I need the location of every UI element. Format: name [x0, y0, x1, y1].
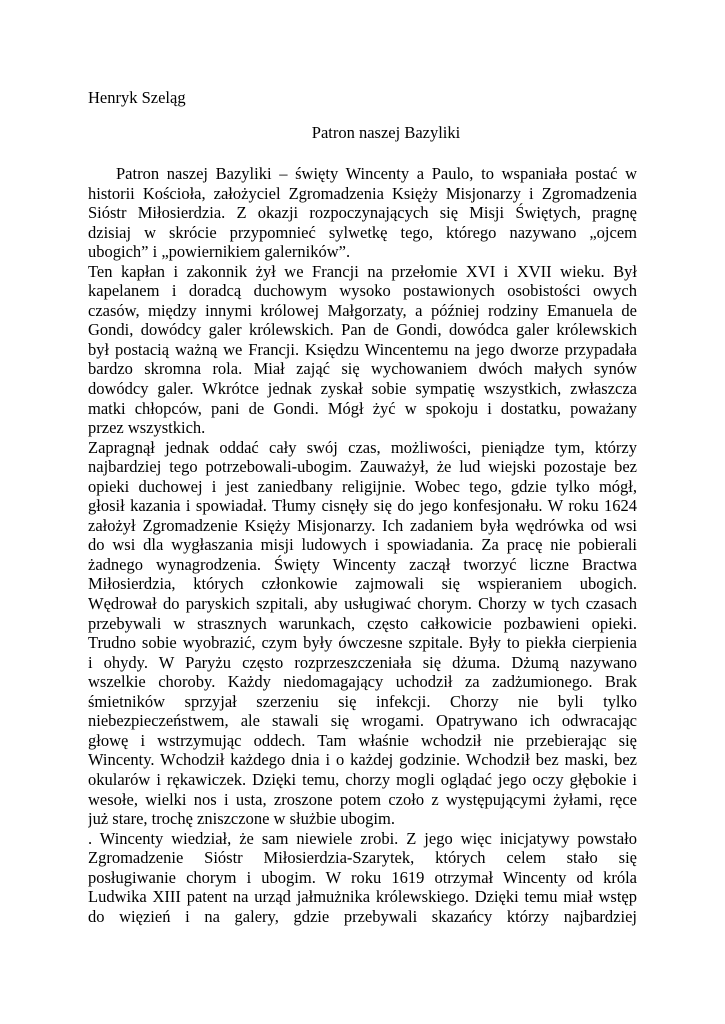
text-line: opieki duchowej i jest zaniedbany religijnie. Wobec tego, gdzie tylko mógł,	[88, 476, 637, 496]
text-line: Ludwika XIII patent na urząd jałmużnika królewskiego. Dzięki temu miał wstęp	[88, 887, 637, 907]
text-line: niebezpieczeństwem, ale stawali się wrogami. Opatrywano ich odwracając	[88, 711, 637, 731]
text-line: Patron naszej Bazyliki – święty Wincenty a Paulo, to wspaniała postać w	[116, 164, 637, 183]
text-line: wesołe, wielki nos i usta, zroszone potem czoło z występującymi żyłami, ręce	[88, 789, 637, 809]
text-line: historii Kościoła, założyciel Zgromadzenia Księży Misjonarzy i Zgromadzenia	[88, 183, 637, 203]
text-line: najbardziej tego potrzebowali-ubogim. Zauważył, że lud wiejski pozostaje bez	[88, 457, 637, 477]
text-line: do wsi dla wygłaszania misji ludowych i spowiadania. Za pracę nie pobierali	[88, 535, 637, 555]
text-line: Zapragnął jednak oddać cały swój czas, możliwości, pieniądze tym, którzy	[88, 437, 637, 457]
text-line: . Wincenty wiedział, że sam niewiele zrobi. Z jego więc inicjatywy powstało	[88, 828, 637, 848]
text-line: ubogich” i „powiernikiem galerników”.	[88, 242, 351, 262]
text-line: Wincenty. Wchodził każdego dnia i o każdej godzinie. Wchodził bez maski, bez	[88, 750, 637, 770]
text-line: matki chłopców, pani de Gondi. Mógł żyć w spokoju i dostatku, poważany	[88, 398, 637, 418]
author-name: Henryk Szeląg	[88, 88, 186, 107]
text-line: dzisiaj w skrócie przypomnieć sylwetkę tego, którego nazywano „ojcem	[88, 222, 637, 242]
text-line: do więzień i na galery, gdzie przebywali skazańcy którzy najbardziej	[88, 906, 637, 926]
text-line: założył Zgromadzenie Księży Misjonarzy. Ich zadaniem była wędrówka od wsi	[88, 515, 637, 535]
text-line: Ten kapłan i zakonnik żył we Francji na przełomie XVI i XVII wieku. Był	[88, 261, 637, 281]
text-line: i ohydy. W Paryżu często rozprzeszczeniała się dżuma. Dżumą nazywano	[88, 652, 637, 672]
text-line: bardzo skromna rola. Miał zająć się wychowaniem dwóch małych synów	[88, 359, 637, 379]
text-line: posługiwanie chorym i ubogim. W roku 1619 otrzymał Wincenty od króla	[88, 867, 637, 887]
text-line: dowódcy galer. Wkrótce jednak zyskał sobie sympatię wszystkich, zwłaszcza	[88, 379, 637, 399]
text-line: Wędrował do paryskich szpitali, aby usługiwać chorym. Chorzy w tych czasach	[88, 594, 637, 614]
text-line: Zgromadzenie Sióstr Miłosierdzia-Szarytek, których celem stało się	[88, 848, 637, 868]
text-line: Miłosierdzia, których członkowie zajmowali się wspieraniem ubogich.	[88, 574, 637, 594]
text-line: Sióstr Miłosierdzia. Z okazji rozpoczynających się Misji Świętych, pragnę	[88, 203, 637, 223]
text-line: śmietników sprzyjał szerzeniu się infekcji. Chorzy nie byli tylko	[88, 691, 637, 711]
text-line: był postacią ważną we Francji. Księdzu Wincentemu na jego dworze przypadała	[88, 339, 637, 359]
text-line: kapelanem i doradcą duchowym wysoko postawionych osobistości owych	[88, 281, 637, 301]
text-line: już stare, trochę zniszczone w służbie ubogim.	[88, 809, 395, 829]
text-line: czasów, między innymi królowej Małgorzaty, a później rodziny Emanuela de	[88, 300, 637, 320]
text-line: Trudno sobie wyobrazić, czym były ówczesne szpitale. Były to piekła cierpienia	[88, 633, 637, 653]
text-line: przebywali w strasznych warunkach, często całkowicie pozbawieni opieki.	[88, 613, 637, 633]
text-line: przez wszystkich.	[88, 418, 206, 438]
text-line: głowę i wstrzymując oddech. Tam właśnie wchodził nie przebierając się	[88, 730, 637, 750]
text-line: okularów i rękawiczek. Dzięki temu, chorzy mogli oglądać jego oczy głębokie i	[88, 769, 637, 789]
text-line: Gondi, dowódcy galer królewskich. Pan de Gondi, dowódca galer królewskich	[88, 320, 637, 340]
text-line: głosił kazania i spowiadał. Tłumy cisnęły się do jego konfesjonału. W roku 1624	[88, 496, 637, 516]
body-text	[88, 164, 637, 926]
text-line: żadnego wynagrodzenia. Święty Wincenty zaczął tworzyć liczne Bractwa	[88, 554, 637, 574]
text-line: wszelkie choroby. Każdy niedomagający uchodził za zadżumionego. Brak	[88, 672, 637, 692]
document-title: Patron naszej Bazyliki	[311, 123, 461, 142]
